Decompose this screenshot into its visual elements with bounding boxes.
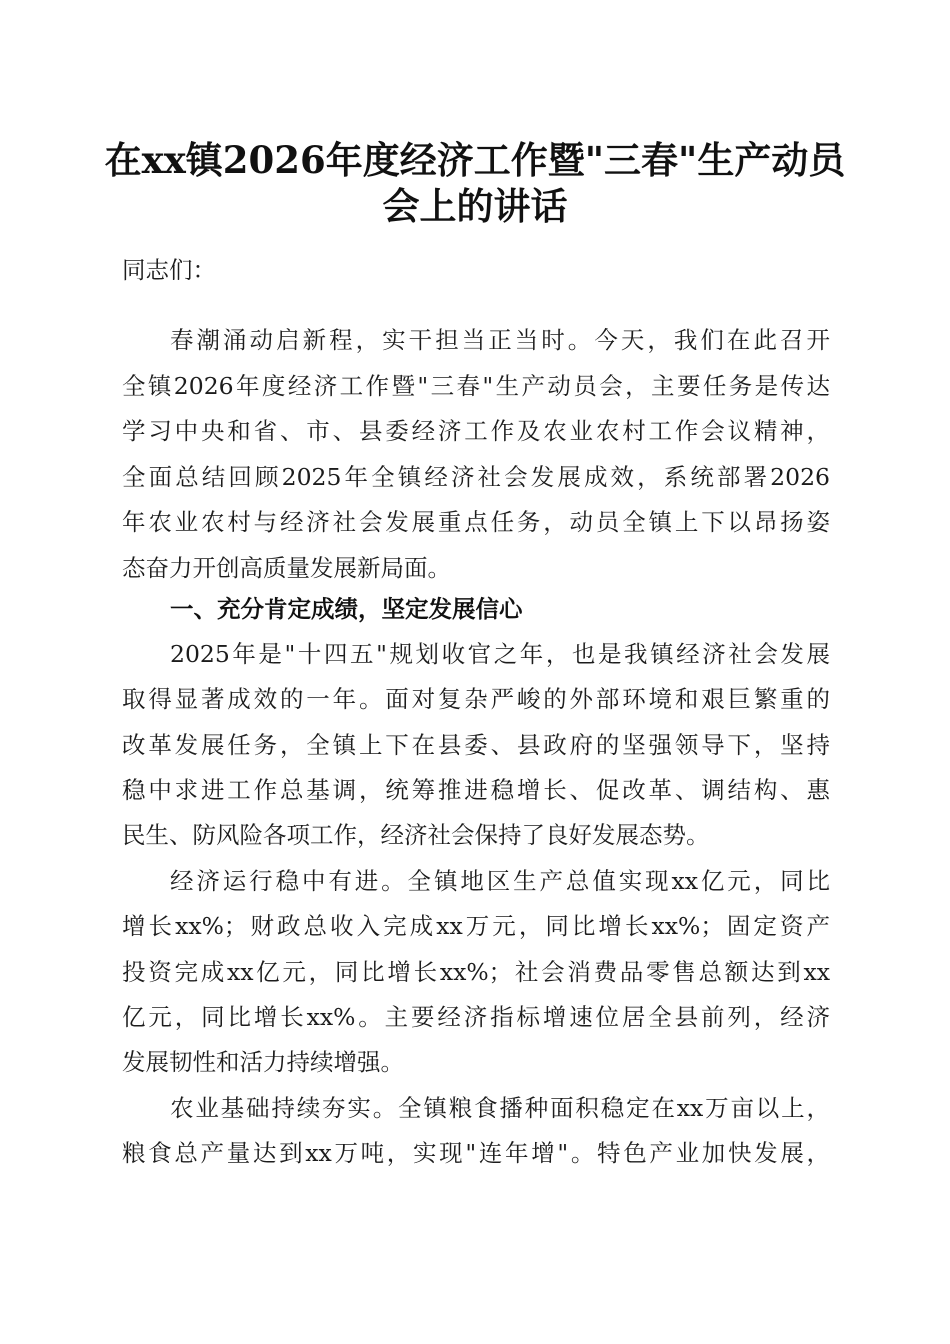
document-title-line-2: 会上的讲话 xyxy=(382,184,568,228)
document-title-line-1: 在xx镇2026年度经济工作暨"三春"生产动员 xyxy=(104,138,846,182)
paragraph-1-line-4: 全面总结回顾2025年全镇经济社会发展成效，系统部署2026 xyxy=(122,463,830,491)
paragraph-2-line-2: 取得显著成效的一年。面对复杂严峻的外部环境和艰巨繁重的 xyxy=(122,685,830,713)
paragraph-1-line-6: 态奋力开创高质量发展新局面。 xyxy=(122,554,451,582)
paragraph-1-line-3: 学习中央和省、市、县委经济工作及农业农村工作会议精神， xyxy=(122,417,830,445)
paragraph-1-line-5: 年农业农村与经济社会发展重点任务，动员全镇上下以昂扬姿 xyxy=(122,508,830,536)
paragraph-4-line-1: 农业基础持续夯实。全镇粮食播种面积稳定在xx万亩以上， xyxy=(170,1094,830,1122)
paragraph-2-line-3: 改革发展任务，全镇上下在县委、县政府的坚强领导下，坚持 xyxy=(122,731,830,759)
paragraph-1-line-1: 春潮涌动启新程，实干担当正当时。今天，我们在此召开 xyxy=(170,326,830,354)
paragraph-3-line-1: 经济运行稳中有进。全镇地区生产总值实现xx亿元，同比 xyxy=(170,867,830,895)
paragraph-3-line-3: 投资完成xx亿元，同比增长xx%；社会消费品零售总额达到xx xyxy=(122,958,830,986)
paragraph-2-line-1: 2025年是"十四五"规划收官之年，也是我镇经济社会发展 xyxy=(170,640,830,668)
paragraph-2-line-4: 稳中求进工作总基调，统筹推进稳增长、促改革、调结构、惠 xyxy=(122,776,830,804)
paragraph-3-line-4: 亿元，同比增长xx%。主要经济指标增速位居全县前列，经济 xyxy=(122,1003,830,1031)
paragraph-3-line-5: 发展韧性和活力持续增强。 xyxy=(122,1048,404,1076)
paragraph-2-line-5: 民生、防风险各项工作，经济社会保持了良好发展态势。 xyxy=(122,821,710,849)
paragraph-3-line-2: 增长xx%；财政总收入完成xx万元，同比增长xx%；固定资产 xyxy=(122,912,830,940)
section-1-heading: 一、充分肯定成绩，坚定发展信心 xyxy=(170,595,523,623)
paragraph-4-line-2: 粮食总产量达到xx万吨，实现"连年增"。特色产业加快发展， xyxy=(122,1139,830,1167)
salutation: 同志们： xyxy=(122,256,216,284)
paragraph-1-line-2: 全镇2026年度经济工作暨"三春"生产动员会，主要任务是传达 xyxy=(122,372,830,400)
